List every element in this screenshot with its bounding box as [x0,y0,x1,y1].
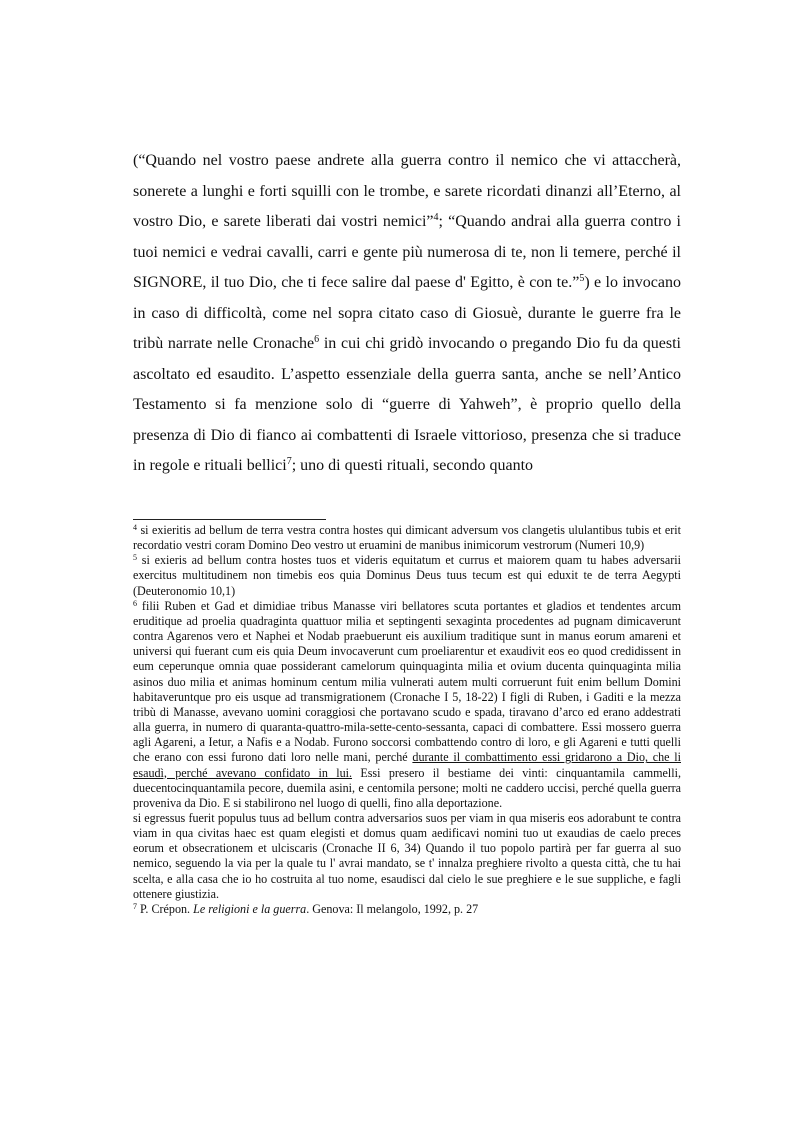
footnote-number: 6 [133,598,137,608]
footnote-text: filii Ruben et Gad et dimidiae tribus Manasse viri bellatores scuta portantes et gladios et tendentes arcum eruditique ad proelia quadraginta quattuor milia et septingenti sexaginta procedentes ad pugnam dimicaverunt contra Agarenos vero et Naphei et Nodab praebuerunt eis auxilium traditique sunt in manus eorum amareni et universi qui fuerant cum eis quia Deum invocaverunt cum proeliarentur et exaudivit eos eo quod credidissent in eum ceperunque omnia quae possiderant camelorum quinquaginta milia et ovium ducenta quinquaginta milia asinos duo milia et animas hominum centum milia vulnerati autem multi corruerunt fuit enim bellum Domini habitaveruntque pro eis usque ad transmigrationem (Cronache I 5, 18-22) I figli di Ruben, i Gaditi e la mezza tribù di Manasse, avevano uomini coraggiosi che portavano scudo e spada, tiravano d’arco ed erano addestrati alla guerra, in numero di quaranta-quattro-mila-sette-cento-sessanta, capaci di combattere. Essi mossero guerra agli Agareni, a Ietur, a Nafis e a Nodab. Furono soccorsi combattendo contro di loro, e gli Agareni e tutti quelli che erano con essi furono dati loro nelle mani, perché [133,598,681,765]
footnote-ref-4[interactable]: 4 [433,212,439,223]
footnote-6 [133,599,681,811]
footnote-ref-6[interactable]: 6 [314,334,320,345]
footnote-6-continuation [133,811,681,902]
footnote-7 [133,902,681,917]
body-text-4: in cui chi gridò invocando o pregando Dio fu da questi ascoltato ed esaudito. L’aspetto essenziale della guerra santa, anche se nell’Antico Testamento si fa menzione solo di “guerre di Yahweh”, è proprio quello della presenza di Dio di fianco ai combattenti di Israele vittorioso, presenza che si traduce in regole e rituali bellici [133,335,682,474]
footnote-number: 7 [133,901,137,911]
body-text-2: ; “Quando andrai alla guerra contro i tuoi nemici e vedrai cavalli, carri e gente più numerosa di te, non li temere, perché il SIGNORE, il tuo Dio, che ti fece salire dal paese d' Egitto, è con te.” [133,213,681,291]
citation-author: P. Crépon. [137,901,194,916]
body-paragraph [133,146,681,482]
citation-details: . Genova: Il melangolo, 1992, p. 27 [306,901,479,916]
footnote-text: si exieris ad bellum contra hostes tuos et videris equitatum et currus et maiorem quam tu habes adversarii exercitus multitudinem non timebis eos quia Dominus Deus tuus tecum est qui eduxit te de terra Aegypti (Deuteronomio 10,1) [133,553,681,598]
footnote-number: 4 [133,523,137,532]
body-text-5: ; uno di questi rituali, secondo quanto [291,457,534,474]
footnotes [133,523,681,917]
body-text-1: (“Quando nel vostro paese andrete alla guerra contro il nemico che vi attaccherà, sonerete a lunghi e forti squilli con le trombe, e sarete ricordati dinanzi all’Eterno, al vostro Dio, e sarete liberati dai vostri nemici” [133,152,681,230]
main-text [133,146,681,482]
footnote-ref-5[interactable]: 5 [579,273,585,284]
footnote-5 [133,553,681,598]
footnote-number: 5 [133,553,137,563]
citation-title: Le religioni e la guerra [193,901,307,916]
footnote-text: Essi presero il bestiame dei vinti: cinquantamila cammelli, duecentocinquantamila pecore, duemila asini, e centomila persone; molti ne caddero uccisi, perché quella guerra proveniva da Dio. E si stabilirono nel luogo di quelli, fino alla deportazione. [133,765,681,810]
footnote-text: si egressus fuerit populus tuus ad bellum contra adversarios suos per viam in qua miseris eos adorabunt te contra viam in qua civitas haec est quam elegisti et domus quam aedificavi nomini tuo ut exaudias de caelo preces eorum et obsecrationem et ulciscaris (Cronache II 6, 34) Quando il tuo popolo partirà per far guerra al suo nemico, seguendo la via per la quale tu l' avrai mandato, se t' innalza preghiere rivolto a questa città, che tu hai scelta, e alla casa che io ho costruita al tuo nome, esaudisci dal cielo le sue preghiere e le sue suppliche, e fagli ottenere giustizia. [133,810,681,901]
footnote-4 [133,523,681,553]
footnote-text: si exieritis ad bellum de terra vestra contra hostes qui dimicant adversum vos clangetis ululantibus tubis et erit recordatio vestri coram Domino Deo vestro ut eruamini de manibus inimicorum vestrorum (Numeri 10,9) [133,523,681,553]
footnote-ref-7[interactable]: 7 [286,456,292,467]
body-text-3: ) e lo invocano in caso di difficoltà, come nel sopra citato caso di Giosuè, durante le guerre fra le tribù narrate nelle Cronache [133,274,681,352]
underlined-passage: durante il combattimento essi gridarono a Dio, che li esaudì, perché avevano confidato in lui. [133,750,681,780]
footnote-separator [133,519,326,520]
